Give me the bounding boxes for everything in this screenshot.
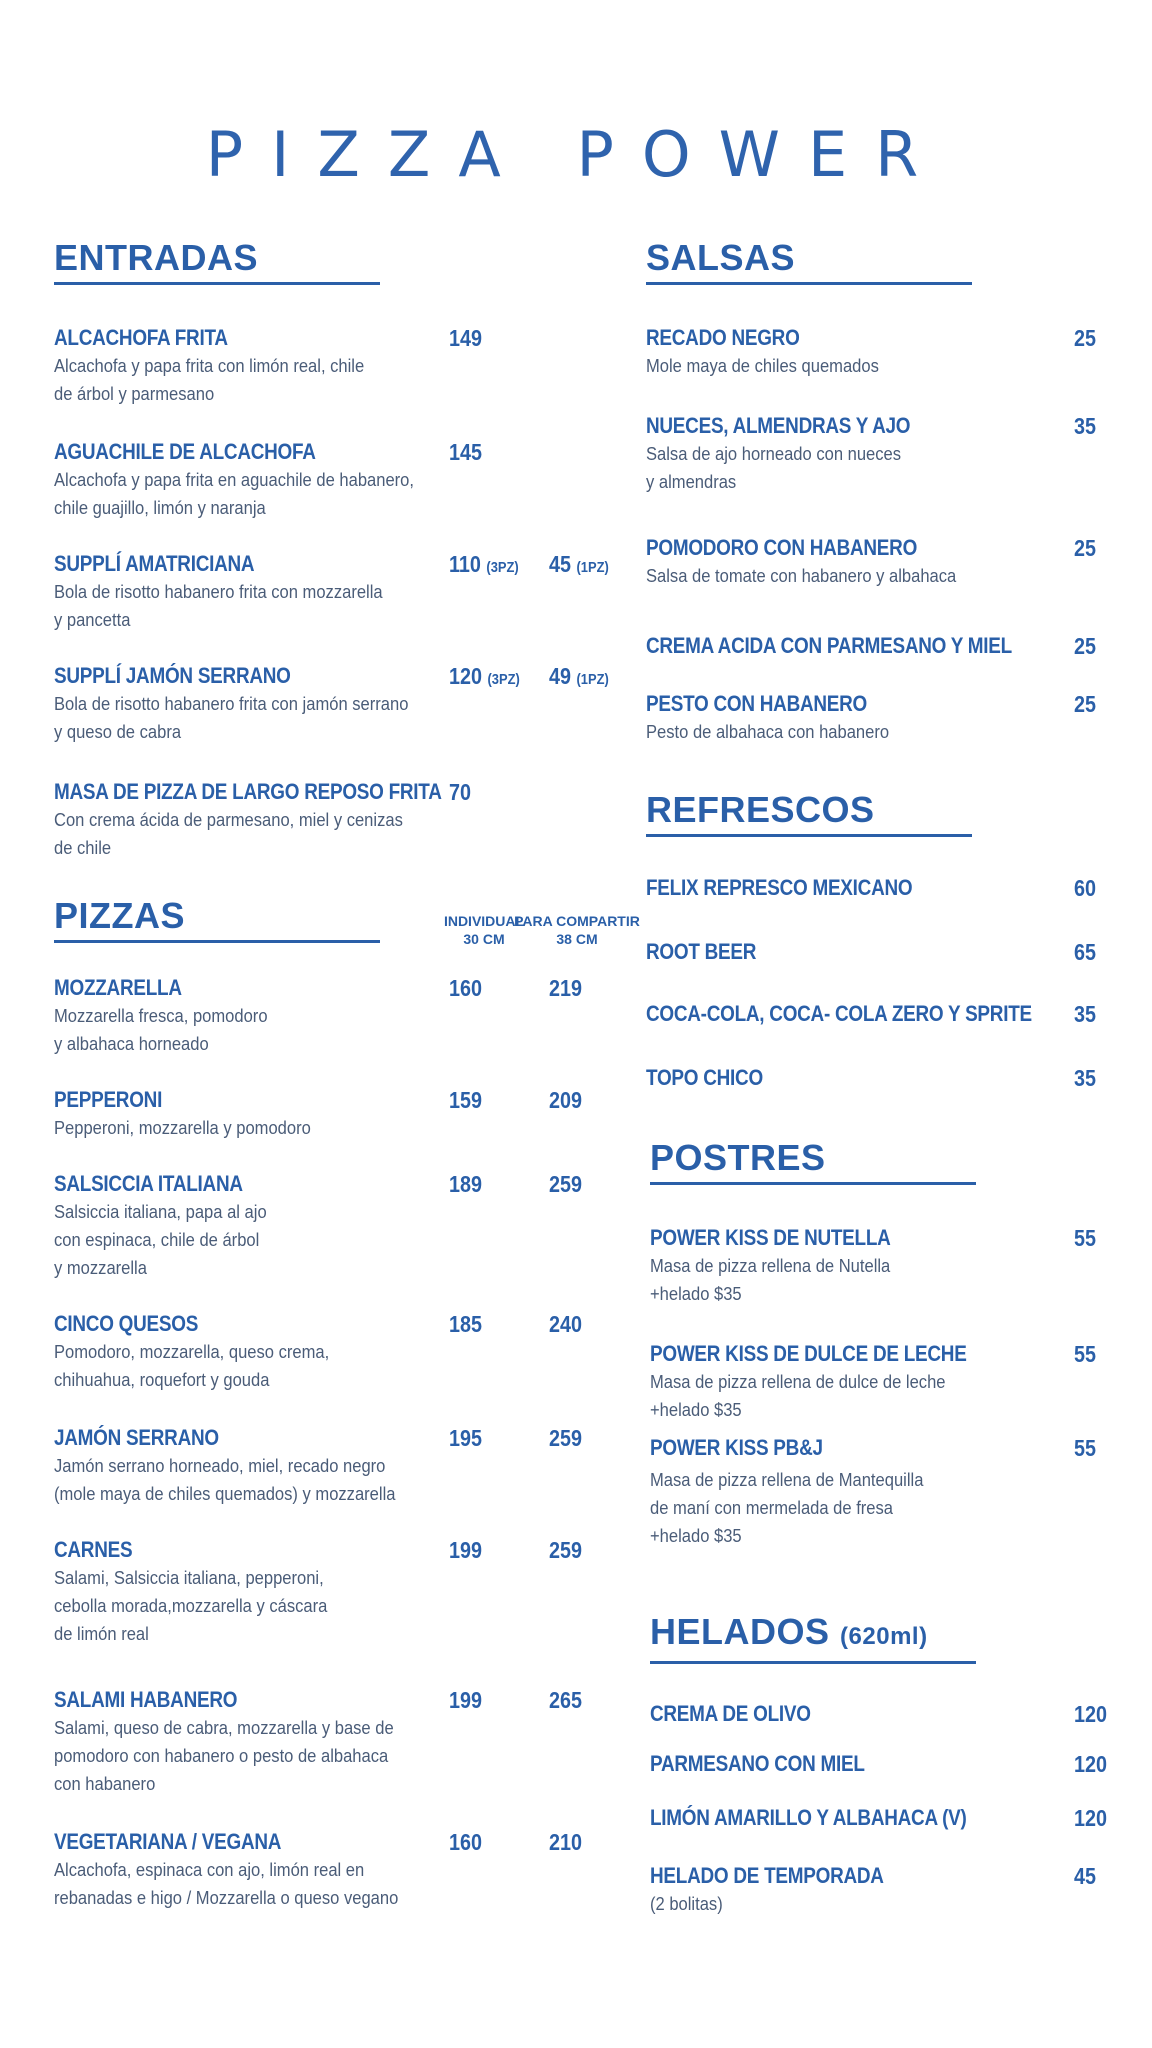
price-compartir: 259: [549, 1425, 583, 1451]
price-compartir: 259: [549, 1171, 583, 1197]
item-name: POWER KISS DE DULCE DE LECHE: [650, 1341, 967, 1366]
item-name: AGUACHILE DE ALCACHOFA: [54, 439, 316, 464]
item-description: Pesto de albahaca con habanero: [646, 722, 890, 742]
price-unit: (1PZ): [576, 559, 609, 576]
menu-item: [54, 1170, 624, 1282]
price-compartir: 265: [549, 1687, 583, 1713]
item-name: SUPPLÍ JAMÓN SERRANO: [54, 663, 291, 688]
left-column: [54, 237, 640, 1908]
price-compartir: 210: [549, 1829, 583, 1855]
item-name: MASA DE PIZZA DE LARGO REPOSO FRITA: [54, 779, 442, 804]
menu-item: [646, 874, 1116, 902]
item-name: VEGETARIANA / VEGANA: [54, 1829, 282, 1854]
item-price: 60: [1074, 875, 1097, 901]
section-heading: PIZZAS: [54, 896, 380, 943]
size-header-individual: INDIVIDUAL 30 CM: [443, 913, 525, 947]
price-individual: 195: [449, 1425, 483, 1451]
item-name: ALCACHOFA FRITA: [54, 325, 228, 350]
item-price: 65: [1074, 939, 1097, 965]
item-description: Salsa de tomate con habanero y albahaca: [646, 566, 957, 586]
item-name: POMODORO CON HABANERO: [646, 535, 918, 560]
item-name: SALAMI HABANERO: [54, 1687, 238, 1712]
price-compartir: 209: [549, 1087, 583, 1113]
item-description: Salami, queso de cabra, mozzarella y base de pomodoro con habanero o pesto de albahaca con habanero: [54, 1718, 394, 1794]
item-price: 120: [1074, 1751, 1108, 1777]
item-description: Con crema ácida de parmesano, miel y cenizas de chile: [54, 810, 403, 858]
menu-item: [54, 778, 624, 862]
price-individual: 199: [449, 1687, 483, 1713]
menu-item: [646, 324, 1116, 380]
item-name: PEPPERONI: [54, 1087, 163, 1112]
menu-item: [54, 1828, 624, 1912]
menu-item: [54, 662, 624, 746]
section-heading: SALSAS: [646, 238, 972, 285]
price-individual: 199: [449, 1537, 483, 1563]
item-description: (2 bolitas): [650, 1894, 723, 1914]
item-price: 55: [1074, 1435, 1097, 1461]
price-individual: 185: [449, 1311, 483, 1337]
section-entradas: [54, 238, 624, 878]
item-name: MOZZARELLA: [54, 975, 182, 1000]
item-name: CREMA DE OLIVO: [650, 1701, 811, 1726]
section-heading: POSTRES: [650, 1138, 976, 1185]
item-name: SALSICCIA ITALIANA: [54, 1171, 243, 1196]
price-compartir: 240: [549, 1311, 583, 1337]
item-description: Mole maya de chiles quemados: [646, 356, 879, 376]
item-price: 25: [1074, 633, 1097, 659]
item-description: Bola de risotto habanero frita con jamón serrano y queso de cabra: [54, 694, 409, 742]
item-price: 25: [1074, 535, 1097, 561]
item-description: Salsiccia italiana, papa al ajo con espinaca, chile de árbol y mozzarella: [54, 1202, 267, 1278]
menu-item: [54, 1536, 624, 1648]
price-individual: 160: [449, 1829, 483, 1855]
item-name: LIMÓN AMARILLO Y ALBAHACA (V): [650, 1805, 967, 1830]
item-name: ROOT BEER: [646, 939, 757, 964]
menu-item: [650, 1804, 1120, 1832]
item-name: CINCO QUESOS: [54, 1311, 199, 1336]
item-description: Alcachofa, espinaca con ajo, limón real en rebanadas e higo / Mozzarella o queso vegano: [54, 1860, 399, 1908]
menu-item: [646, 1000, 1116, 1028]
item-description: Salami, Salsiccia italiana, pepperoni, cebolla morada,mozzarella y cáscara de limón real: [54, 1568, 328, 1644]
price-unit: (3PZ): [487, 671, 520, 688]
item-price: 35: [1074, 1001, 1097, 1027]
item-price: 35: [1074, 1065, 1097, 1091]
item-price: [449, 662, 520, 694]
item-description: Alcachofa y papa frita con limón real, chile de árbol y parmesano: [54, 356, 365, 404]
menu-item: [650, 1434, 1120, 1550]
menu-item: [54, 438, 624, 522]
heading-note: (620ml): [840, 1623, 928, 1650]
item-name: FELIX REPRESCO MEXICANO: [646, 875, 913, 900]
section-postres: [650, 1138, 1120, 1185]
item-price: 35: [1074, 413, 1097, 439]
section-pizzas: [54, 895, 640, 1996]
item-name: POWER KISS DE NUTELLA: [650, 1225, 891, 1250]
menu-item: [54, 550, 624, 634]
section-heading: [650, 1612, 976, 1664]
menu-item: [646, 412, 1116, 496]
item-price: [449, 550, 519, 582]
item-description: Jamón serrano horneado, miel, recado negro (mole maya de chiles quemados) y mozzarella: [54, 1456, 396, 1504]
price-value: 49: [549, 663, 572, 689]
menu-item: [646, 632, 1116, 660]
menu-item: [646, 534, 1116, 590]
menu-item: [650, 1224, 1120, 1308]
item-description: Masa de pizza rellena de Nutella +helado $35: [650, 1256, 891, 1304]
item-name: HELADO DE TEMPORADA: [650, 1863, 884, 1888]
item-description: Salsa de ajo horneado con nueces y almendras: [646, 444, 902, 492]
price-individual: 189: [449, 1171, 483, 1197]
item-description: Pomodoro, mozzarella, queso crema, chihuahua, roquefort y gouda: [54, 1342, 330, 1390]
section-helados: [650, 1612, 1120, 1664]
item-description: Alcachofa y papa frita en aguachile de habanero, chile guajillo, limón y naranja: [54, 470, 414, 518]
item-description: Masa de pizza rellena de dulce de leche +helado $35: [650, 1372, 946, 1420]
price-unit: (1PZ): [576, 671, 609, 688]
right-column: [646, 238, 1116, 1938]
item-description: Pepperoni, mozzarella y pomodoro: [54, 1118, 311, 1138]
item-name: RECADO NEGRO: [646, 325, 800, 350]
item-name: COCA-COLA, COCA- COLA ZERO Y SPRITE: [646, 1001, 1032, 1026]
price-individual: 160: [449, 975, 483, 1001]
item-price: 25: [1074, 325, 1097, 351]
price-unit: (3PZ): [486, 559, 519, 576]
menu-item: [646, 690, 1116, 746]
price-value: 120: [449, 663, 483, 689]
item-price: 145: [449, 439, 483, 465]
section-refrescos: [646, 790, 1116, 837]
price-value: 110: [449, 551, 481, 577]
item-price: 149: [449, 325, 483, 351]
item-description: Masa de pizza rellena de Mantequilla de maní con mermelada de fresa +helado $35: [650, 1470, 924, 1546]
heading-text: HELADOS: [650, 1611, 830, 1652]
size-header-compartir: PARA COMPARTIR 38 CM: [514, 913, 640, 947]
item-price: 70: [449, 779, 472, 805]
price-compartir: 219: [549, 975, 583, 1001]
menu-item: [54, 974, 624, 1058]
item-name: PESTO CON HABANERO: [646, 691, 868, 716]
item-price: 55: [1074, 1341, 1097, 1367]
item-name: NUECES, ALMENDRAS Y AJO: [646, 413, 911, 438]
menu-item: [650, 1862, 1120, 1918]
section-heading: REFRESCOS: [646, 790, 972, 837]
item-name: CREMA ACIDA CON PARMESANO Y MIEL: [646, 633, 1012, 658]
menu-item: [54, 324, 624, 408]
item-price: 120: [1074, 1805, 1108, 1831]
item-price: 25: [1074, 691, 1097, 717]
item-description: Mozzarella fresca, pomodoro y albahaca horneado: [54, 1006, 268, 1054]
section-salsas: [646, 238, 1116, 285]
item-name: SUPPLÍ AMATRICIANA: [54, 551, 255, 576]
menu-item: [650, 1750, 1120, 1778]
item-price: 45: [1074, 1863, 1097, 1889]
item-price: 55: [1074, 1225, 1097, 1251]
menu-item: [650, 1700, 1120, 1728]
menu-item: [650, 1340, 1120, 1424]
menu-item: [54, 1086, 624, 1142]
price-compartir: 259: [549, 1537, 583, 1563]
item-name: TOPO CHICO: [646, 1065, 763, 1090]
menu-item: [54, 1686, 624, 1798]
item-name: CARNES: [54, 1537, 133, 1562]
menu-item: [54, 1310, 624, 1394]
section-heading: ENTRADAS: [54, 238, 380, 285]
price-value: 45: [549, 551, 572, 577]
menu-item: [646, 938, 1116, 966]
menu-item: [54, 1424, 624, 1508]
menu-title: PIZZA POWER: [205, 118, 947, 191]
item-name: POWER KISS PB&J: [650, 1435, 823, 1460]
item-price: 120: [1074, 1701, 1108, 1727]
menu-item: [646, 1064, 1116, 1092]
item-price-secondary: [549, 550, 609, 582]
item-name: PARMESANO CON MIEL: [650, 1751, 865, 1776]
item-name: JAMÓN SERRANO: [54, 1425, 219, 1450]
price-individual: 159: [449, 1087, 483, 1113]
item-description: Bola de risotto habanero frita con mozzarella y pancetta: [54, 582, 383, 630]
item-price-secondary: [549, 662, 609, 694]
